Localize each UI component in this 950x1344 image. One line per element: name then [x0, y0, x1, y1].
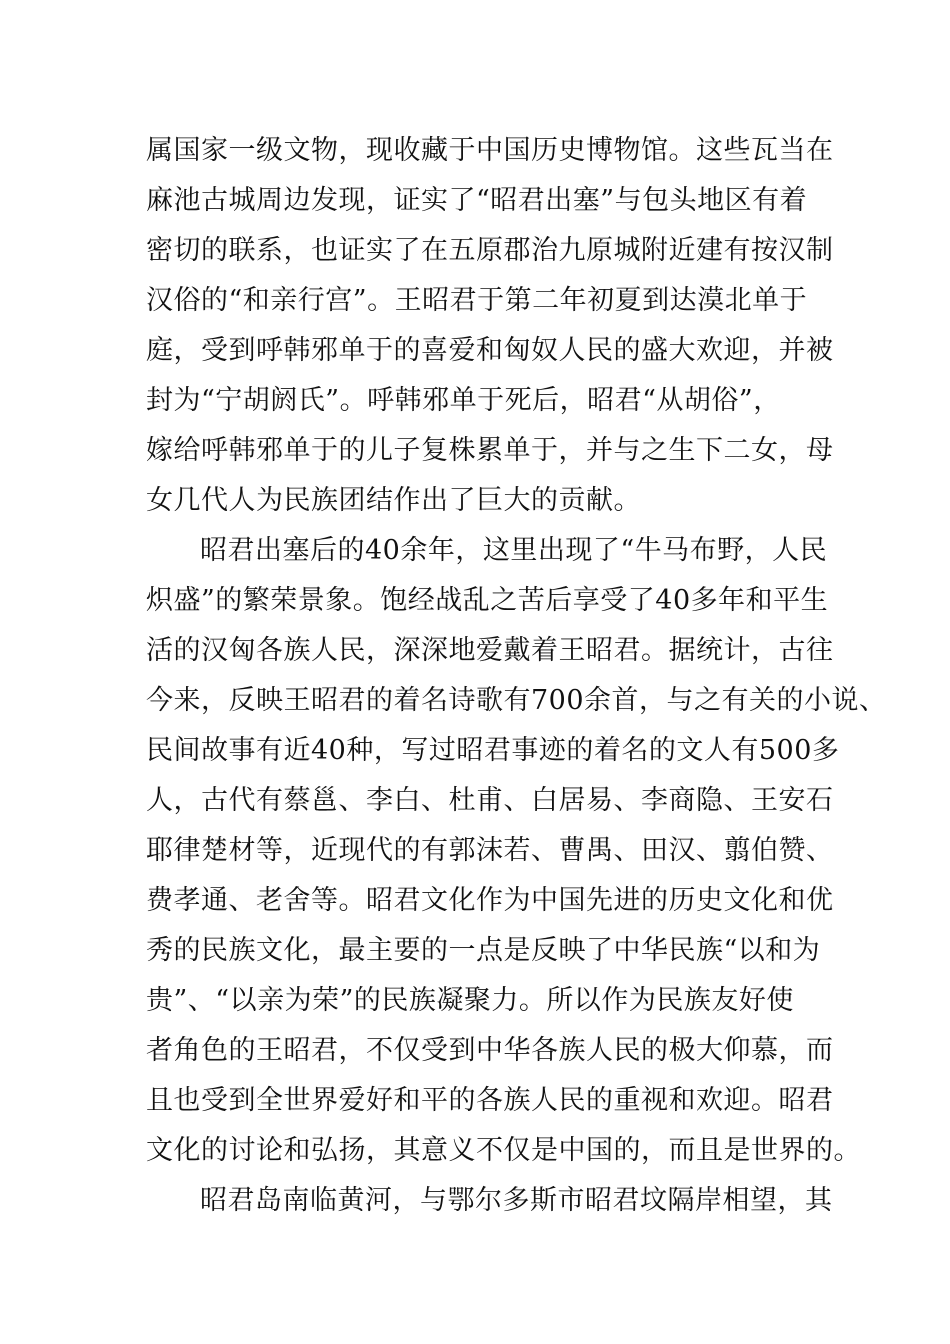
text-line: 活的汉匈各族人民，深深地爱戴着王昭君。据统计，古往 [146, 635, 834, 666]
text-line: 昭君出塞后的40余年，这里出现了“牛马布野，人民 [200, 535, 828, 566]
text-line: 且也受到全世界爱好和平的各族人民的重视和欢迎。昭君 [146, 1085, 834, 1116]
text-line: 属国家一级文物，现收藏于中国历史博物馆。这些瓦当在 [146, 135, 834, 166]
text-line: 今来，反映王昭君的着名诗歌有700余首，与之有关的小说、 [146, 685, 887, 716]
text-line: 耶律楚材等，近现代的有郭沫若、曹禺、田汉、翦伯赞、 [146, 835, 834, 866]
text-line: 女几代人为民族团结作出了巨大的贡献。 [146, 485, 641, 516]
text-line: 汉俗的“和亲行宫”。王昭君于第二年初夏到达漠北单于 [146, 285, 808, 316]
text-line: 昭君岛南临黄河，与鄂尔多斯市昭君坟隔岸相望，其 [200, 1185, 833, 1216]
text-line: 人，古代有蔡邕、李白、杜甫、白居易、李商隐、王安石 [146, 785, 834, 816]
text-line: 麻池古城周边发现，证实了“昭君出塞”与包头地区有着 [146, 185, 808, 216]
text-line: 文化的讨论和弘扬，其意义不仅是中国的，而且是世界的。 [146, 1135, 861, 1166]
text-line: 庭，受到呼韩邪单于的喜爱和匈奴人民的盛大欢迎，并被 [146, 335, 834, 366]
text-line: 嫁给呼韩邪单于的儿子复株累单于，并与之生下二女，母 [146, 435, 834, 466]
document-body-text [146, 126, 887, 1226]
text-line: 民间故事有近40种，写过昭君事迹的着名的文人有500多 [146, 735, 840, 766]
text-line: 者角色的王昭君，不仅受到中华各族人民的极大仰慕，而 [146, 1035, 834, 1066]
text-line: 贵”、“以亲为荣”的民族凝聚力。所以作为民族友好使 [146, 985, 794, 1016]
text-line: 炽盛”的繁荣景象。饱经战乱之苦后享受了40多年和平生 [146, 585, 829, 616]
text-line: 封为“宁胡阏氏”。呼韩邪单于死后，昭君“从胡俗”， [146, 385, 781, 416]
text-line: 费孝通、老舍等。昭君文化作为中国先进的历史文化和优 [146, 885, 834, 916]
text-line: 密切的联系，也证实了在五原郡治九原城附近建有按汉制 [146, 235, 834, 266]
text-line: 秀的民族文化，最主要的一点是反映了中华民族“以和为 [146, 935, 821, 966]
